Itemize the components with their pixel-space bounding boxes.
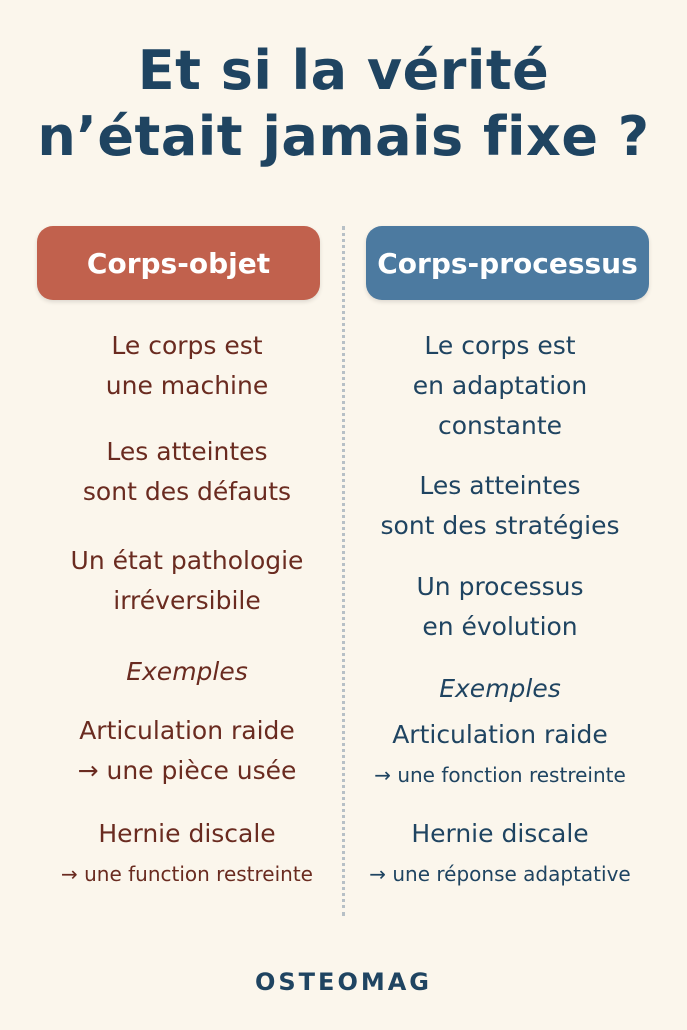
right-example-2-line-1: Hernie discale [411, 819, 589, 848]
left-statement-3 [27, 541, 347, 621]
right-statement-1 [340, 326, 660, 446]
brand-name: OSTEOMAG [254, 968, 432, 996]
left-statement-2 [27, 432, 347, 512]
right-statement-2 [340, 466, 660, 546]
left-statement-2-line-2: sont des défauts [82, 477, 292, 506]
left-statement-2-line-1: Les atteintes [106, 437, 268, 466]
corps-objet-header-label: Corps-objet [86, 246, 271, 280]
right-statement-3 [340, 567, 660, 647]
right-example-1-line-2: → une fonction restreinte [374, 763, 626, 787]
right-example-1-line-1: Articulation raide [392, 720, 608, 749]
right-statement-2-line-1: Les atteintes [419, 471, 581, 500]
left-example-2-line-1: Hernie discale [98, 819, 276, 848]
left-examples-label [27, 652, 347, 692]
right-statement-3-line-2: en évolution [422, 612, 578, 641]
left-statement-3-line-1: Un état pathologie [70, 546, 304, 575]
corps-processus-header-label: Corps-processus [377, 246, 638, 280]
left-example-2-line-2: → une function restreinte [60, 862, 313, 886]
left-examples-label-text: Exemples [126, 657, 248, 686]
right-statement-1-line-3: constante [437, 411, 563, 440]
right-examples-label-text: Exemples [439, 674, 561, 703]
right-statement-1-line-1: Le corps est [424, 331, 576, 360]
left-example-2 [27, 814, 347, 894]
left-example-1-line-2: → une pièce usée [77, 756, 297, 785]
right-example-1 [340, 715, 660, 795]
title-line-2: n’était jamais fixe ? [37, 105, 650, 168]
right-example-2-line-2: → une réponse adaptative [369, 862, 631, 886]
right-statement-1-line-2: en adaptation [412, 371, 588, 400]
left-statement-3-line-2: irréversibile [113, 586, 261, 615]
left-statement-1-line-1: Le corps est [111, 331, 263, 360]
right-statement-3-line-1: Un processus [416, 572, 584, 601]
left-statement-1 [27, 326, 347, 406]
corps-objet-header [37, 226, 320, 300]
right-examples-label [340, 669, 660, 709]
right-example-2 [340, 814, 660, 894]
right-statement-2-line-2: sont des stratégies [380, 511, 620, 540]
title-line-1: Et si la vérité [137, 39, 550, 102]
left-example-1-line-1: Articulation raide [79, 716, 295, 745]
corps-processus-header [366, 226, 649, 300]
page-title [0, 38, 687, 170]
left-statement-1-line-2: une machine [105, 371, 269, 400]
left-example-1 [27, 711, 347, 791]
